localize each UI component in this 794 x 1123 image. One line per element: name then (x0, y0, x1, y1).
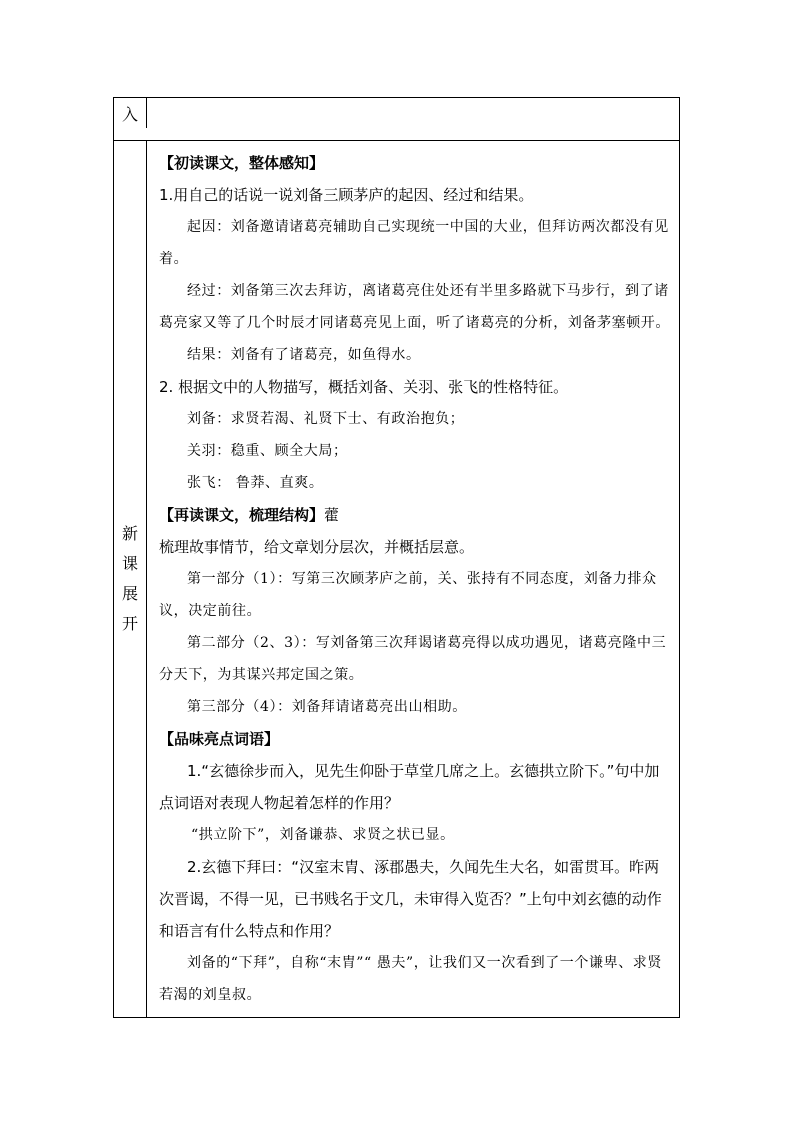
answer-result: 结果：刘备有了诸葛亮，如鱼得水。 (187, 347, 421, 363)
row-label-new-lesson (114, 141, 147, 1017)
label-char: 新 (121, 524, 138, 543)
answer-part1: 第一部分（1）：写第三次顾茅庐之前，关、张持有不同态度，刘备力排众议，决定前往。 (159, 571, 657, 619)
question-5: 2.玄德下拜曰：“汉室末胄、涿郡愚夫，久闻先生大名，如雷贯耳。昨两次晋谒，不得一见，已书贱名于文几，未审得入览否？”上句中刘玄德的动作和语言有什么特点和作用？ (159, 858, 662, 940)
answer-part2: 第二部分（2、3）：写刘备第三次拜谒诸葛亮得以成功遇见，诸葛亮隆中三分天下，为其谋兴邦定国之策。 (159, 635, 667, 683)
answer-liubei: 刘备：求贤若渴、礼贤下士、有政治抱负； (187, 411, 465, 427)
section-heading-first-read: 【初读课文，整体感知】 (159, 154, 325, 172)
section-heading-words: 【品味亮点词语】 (159, 730, 280, 748)
answer-zhangfei: 张飞： 鲁莽、直爽。 (187, 475, 324, 491)
question-1: 1.用自己的话说一说刘备三顾茅庐的起因、经过和结果。 (159, 186, 534, 204)
lesson-content-cell (147, 141, 679, 1017)
answer-cause: 起因：刘备邀请诸葛亮辅助自己实现统一中国的大业，但拜访两次都没有见着。 (159, 219, 669, 267)
question-2: 2. 根据文中的人物描写，概括刘备、关羽、张飞的性格特征。 (159, 378, 569, 396)
section-heading-reread (159, 499, 673, 531)
answer-part3: 第三部分（4）：刘备拜请诸葛亮出山相助。 (187, 699, 467, 715)
label-char: 展 (121, 584, 138, 603)
question-3: 梳理故事情节，给文章划分层次，并概括层意。 (159, 538, 475, 556)
intro-content-cell (147, 98, 679, 140)
label-char: 开 (121, 614, 138, 633)
section-heading-reread-text: 【再读课文，梳理结构】 (159, 506, 325, 524)
question-4: 1.“玄德徐步而入，见先生仰卧于草堂几席之上。玄德拱立阶下。”句中加点词语对表现人物起着怎样的作用？ (159, 762, 660, 812)
answer-5: 刘备的“下拜”，自称“末胄”“ 愚夫”，让我们又一次看到了一个谦卑、求贤若渴的刘皇叔。 (159, 955, 662, 1003)
row-label-intro: 入 (114, 98, 147, 128)
answer-process: 经过：刘备第三次去拜访，离诸葛亮住处还有半里多路就下马步行，到了诸葛亮家又等了几个时辰才同诸葛亮见上面，听了诸葛亮的分析，刘备茅塞顿开。 (159, 283, 670, 331)
lesson-table (113, 97, 680, 1018)
table-row-intro (113, 97, 680, 140)
answer-guanyu: 关羽：稳重、顾全大局； (187, 443, 348, 459)
answer-4: “拱立阶下”，刘备谦恭、求贤之状已显。 (191, 827, 455, 843)
table-row-new-lesson (113, 140, 680, 1018)
section-heading-reread-suffix: 藿 (324, 506, 340, 524)
label-char: 课 (121, 554, 138, 573)
